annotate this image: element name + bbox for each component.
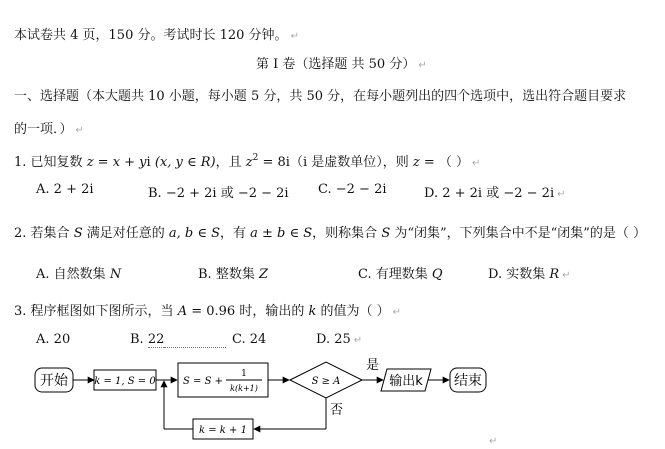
return-mark: ↵ (392, 307, 402, 318)
no-label: 否 (330, 403, 344, 418)
section-heading-line2: 的一项．） ↵ (14, 122, 84, 137)
q1-option-c: C. −2 − 2i (318, 182, 387, 197)
q2-option-c: C. 有理数集 Q (358, 267, 443, 282)
q2-option-a: A. 自然数集 N (36, 267, 122, 282)
q2-option-d: D. 实数集 R ↵ (488, 267, 571, 282)
return-mark: ↵ (353, 335, 363, 346)
q1-option-a: A. 2 + 2i (36, 182, 94, 197)
q3-option-a: A. 20 (36, 332, 71, 347)
question-1: 1. 已知复数 z = x + yi (x, y ∈ R)，且 $z^2 = 8i(i$ 是虚数单位），则 z = （ ） ↵ (14, 153, 481, 170)
part-title: 第 I 卷（选择题 共 50 分） ↵ (256, 57, 427, 72)
return-mark: ↵ (562, 270, 571, 281)
output-label: 输出k (389, 374, 423, 389)
decision-label: S ≥ A (311, 376, 341, 387)
start-label: 开始 (40, 373, 68, 389)
section-heading-line1: 一、选择题（本大题共 10 小题，每小题 5 分，共 50 分，在每小题列出的四个选项中，选出符合题目要求 (14, 89, 627, 104)
init-label: k = 1, S = 0 (94, 376, 156, 387)
end-label: 结束 (454, 373, 482, 389)
fraction-numerator: 1 (241, 369, 247, 379)
exam-intro: 本试卷共 4 页，150 分。考试时长 120 分钟。 ↵ (14, 28, 299, 43)
return-mark: ↵ (557, 189, 566, 200)
q3-option-b: B. 22 (130, 332, 226, 347)
update-label: S = S + (183, 376, 223, 387)
fraction-denominator: k(k+1) (230, 384, 258, 393)
q2-option-b: B. 整数集 Z (198, 267, 269, 282)
return-mark: ↵ (75, 125, 84, 136)
return-mark: ↵ (472, 158, 481, 169)
q3-option-d: D. 25 ↵ (316, 332, 363, 347)
return-mark: ↵ (290, 31, 299, 42)
q1-option-b: B. −2 + 2i 或 −2 − 2i (148, 186, 289, 201)
question-2: 2. 若集合 S 满足对任意的 a, b ∈ S，有 a ± b ∈ S，则称集合 S 为“闭集”，下列集合中不是“闭集”的是（ ） (14, 226, 647, 241)
q3-option-c: C. 24 (232, 332, 267, 347)
question-3: 3. 程序框图如下图所示，当 A = 0.96 时，输出的 k 的值为（ ） ↵ (14, 304, 402, 319)
increment-label: k = k + 1 (199, 425, 247, 436)
return-mark: ↵ (418, 60, 427, 71)
yes-label: 是 (366, 358, 380, 373)
return-mark: ↵ (489, 436, 498, 447)
q1-option-d: D. 2 + 2i 或 −2 − 2i ↵ (424, 186, 566, 201)
